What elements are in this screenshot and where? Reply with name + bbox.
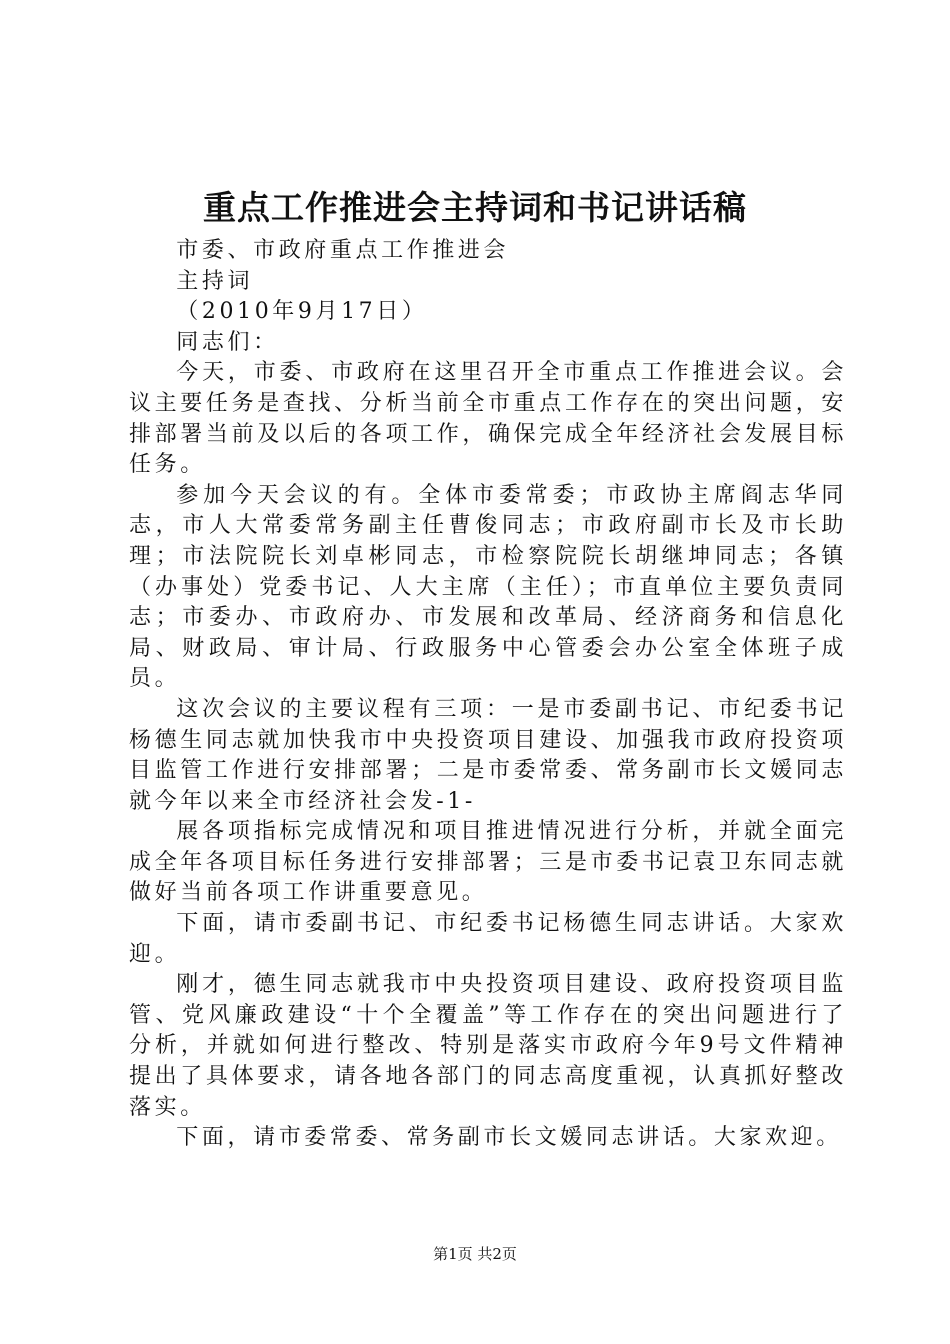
paragraph-first-speaker: 下面，请市委副书记、市纪委书记杨德生同志讲话。大家欢迎。 [129,911,847,967]
document-body [129,236,847,1154]
page-footer: 第1页 共2页 [433,1245,517,1263]
paragraph-second-speaker: 下面，请市委常委、常务副市长文媛同志讲话。大家欢迎。 [176,1125,842,1151]
paragraph-opening: 今天，市委、市政府在这里召开全市重点工作推进会议。会议主要任务是查找、分析当前全市重点工作存在的突出问题，安排部署当前及以后的各项工作，确保完成全年经济社会发展目标任务。 [129,360,847,478]
paragraph-attendees: 参加今天会议的有。全体市委常委；市政协主席阎志华同志，市人大常委常务副主任曹俊同志；市政府副市长及市长助理；市法院院长刘卓彬同志，市检察院院长胡继坤同志；各镇（办事处）党委书记、人大主席（主任）；市直单位主要负责同志；市委办、市政府办、市发展和改革局、经济商务和信息化局、财政局、审计局、行政服务中心管委会办公室全体班子成员。 [129,482,847,692]
document-title: 重点工作推进会主持词和书记讲话稿 [203,188,747,227]
paragraph-agenda-continued: 展各项指标完成情况和项目推进情况进行分析，并就全面完成全年各项目标任务进行安排部署；三是市委书记袁卫东同志就做好当前各项工作讲重要意见。 [129,819,847,906]
paragraph-agenda: 这次会议的主要议程有三项：一是市委副书记、市纪委书记杨德生同志就加快我市中央投资项目建设、加强我市政府投资项目监管工作进行安排部署；二是市委常委、常务副市长文媛同志就今年以来全市经济社会发-1- [129,696,847,814]
document-date: （2010年9月17日） [176,299,428,325]
salutation: 同志们： [176,329,279,355]
document-type: 主持词 [176,268,254,294]
meeting-name: 市委、市政府重点工作推进会 [176,238,510,263]
paragraph-summary: 刚才，德生同志就我市中央投资项目建设、政府投资项目监管、党风廉政建设“十个全覆盖”等工作存在的突出问题进行了分析，并就如何进行整改、特别是落实市政府今年9号文件精神提出了具体要求，请各地各部门的同志高度重视，认真抓好整改落实。 [129,972,847,1120]
